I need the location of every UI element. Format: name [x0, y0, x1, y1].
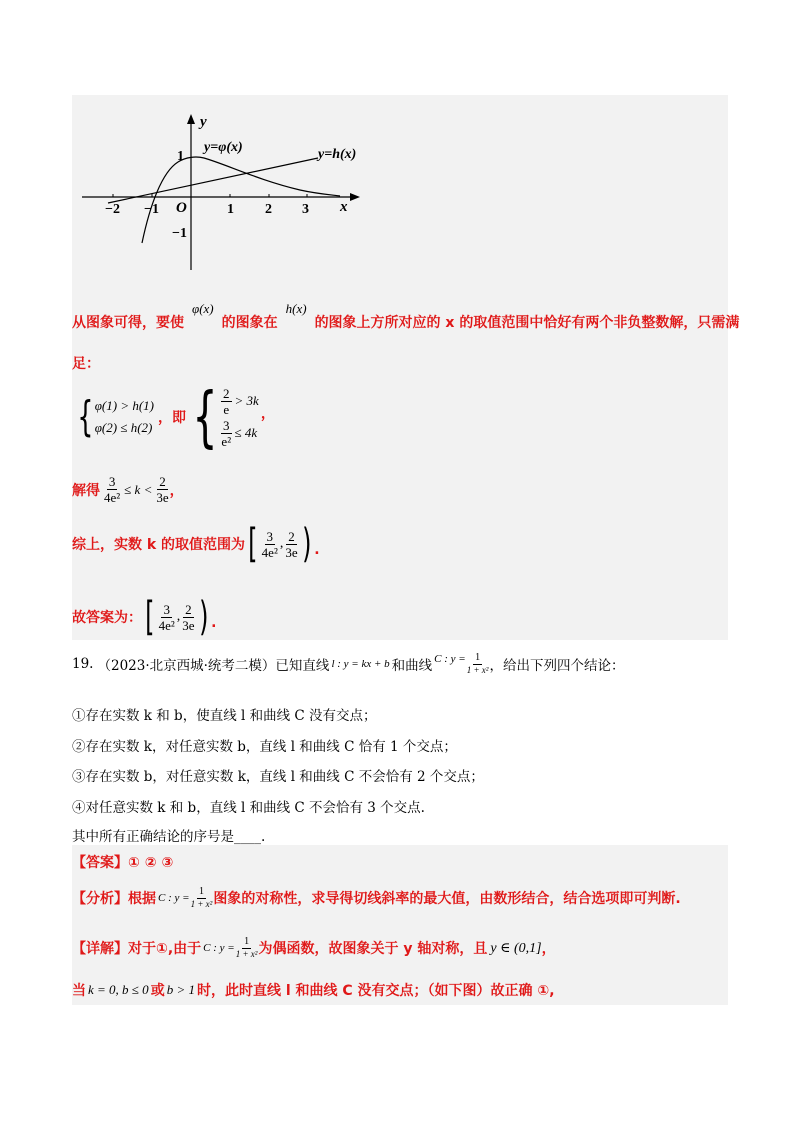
- problem-item-3: ③存在实数 b，对任意实数 k，直线 l 和曲线 C 不会恰有 2 个交点；: [72, 769, 484, 785]
- function-graph: [78, 110, 368, 275]
- problem-item-2: ②存在实数 k，对任意实数 b，直线 l 和曲线 C 恰有 1 个交点；: [72, 739, 457, 755]
- graph-tick-y-1: 1: [177, 149, 184, 164]
- solution-answer: 故答案为： [ $\frac{3}{\text{4e²}}$ , $\frac{2}{3e}$ ) .: [72, 594, 217, 640]
- graph-tick-y-neg1: −1: [172, 226, 187, 241]
- problem-item-4: ④对任意实数 k 和 b，直线 l 和曲线 C 不会恰有 3 个交点.: [72, 800, 425, 816]
- graph-tick-x-3: 3: [302, 202, 309, 217]
- problem-item-1: ①存在实数 k 和 b，使直线 l 和曲线 C 没有交点；: [72, 708, 377, 724]
- last-line: 当 k = 0, b ≤ 0 或 b > 1 时，此时直线 l 和曲线 C 没有交点；（如下图）故正确 ①,: [72, 982, 555, 999]
- graph-y-label: y: [200, 114, 207, 130]
- graph-h-label: y=h(x): [318, 147, 357, 162]
- answer-line: 【答案】① ② ③: [72, 855, 174, 871]
- graph-tick-x-1: 1: [227, 202, 234, 217]
- solution-line-2: 足：: [72, 356, 100, 372]
- problem-statement: 19. （2023·北京西城·统考二模）已知直线 l : y = kx + b 和曲线 C : y = $\frac{1}{\text{1 + x²}}$ ，给出下列四个结论：: [72, 652, 625, 675]
- solution-conclusion: 综上，实数 k 的取值范围为 [ $\frac{3}{\text{4e²}}$ , $\frac{2}{3e}$ ) .: [72, 521, 320, 567]
- graph-x-label: x: [340, 199, 348, 215]
- graph-tick-x-neg2: −2: [105, 202, 120, 217]
- graph-tick-x-neg1: −1: [144, 202, 159, 217]
- detail-line: 【详解】对于①,由于 C : y = $\frac{1}{\text{1 + x²}}$ 为偶函数，故图象关于 y 轴对称，且 y ∈ (0,1] ，: [72, 936, 556, 959]
- inequality-system: { φ(1) > h(1) φ(2) ≤ h(2) ，即 { $\frac{2}{e}$ > 3k $\frac{3}{\text{e²}}$ ≤ 4k ，: [77, 378, 275, 455]
- graph-origin: O: [176, 200, 187, 216]
- solution-result: 解得 $\frac{3}{\text{4e²}}$ ≤ k < $\frac{2}{3e}$ ，: [72, 474, 184, 505]
- graph-phi-label: y=φ(x): [204, 140, 243, 155]
- analysis-line: 【分析】根据 C : y = $\frac{1}{\text{1 + x²}}$ 图象的对称性，求导得切线斜率的最大值，由数形结合，结合选项即可判断.: [72, 886, 681, 909]
- problem-question: 其中所有正确结论的序号是____.: [72, 829, 266, 845]
- solution-line-1: 从图象可得，要使φ(x)的图象在h(x)的图象上方所对应的 x 的取值范围中恰好有两个非负整数解，只需满: [72, 301, 740, 331]
- graph-tick-x-2: 2: [265, 202, 272, 217]
